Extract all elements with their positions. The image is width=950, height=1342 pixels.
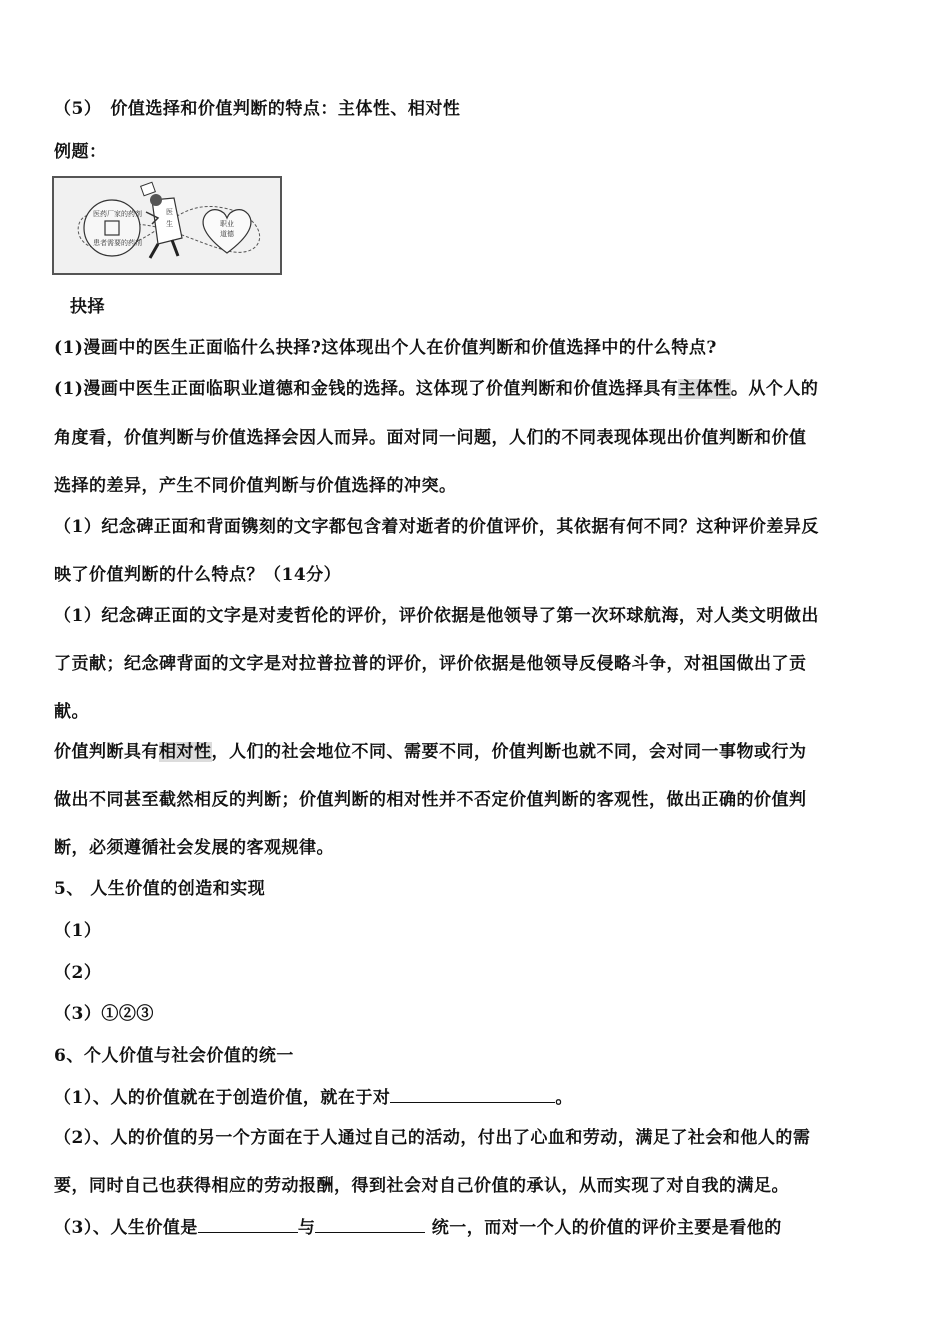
heart-label-2: 道德 bbox=[220, 230, 234, 238]
answer-1-line-1: (1)漫画中医生正面临职业道德和金钱的选择。这体现了价值判断和价值选择具有主体性。从个人的 bbox=[54, 379, 819, 399]
section-6-item-1: （1）、人的价值就在于创造价值，就在于对 。 bbox=[54, 1088, 573, 1108]
coin-bottom-text: 患者需要的药剂 bbox=[93, 239, 142, 247]
section-5b-item-1: （1） bbox=[54, 921, 102, 941]
relativity-line-2: 做出不同甚至截然相反的判断；价值判断的相对性并不否定价值判断的客观性，做出正确的价值判 bbox=[54, 790, 807, 810]
coin-top-text: 医药厂家的药剂 bbox=[93, 210, 142, 218]
question-1: (1)漫画中的医生正面临什么抉择?这体现出个人在价值判断和价值选择中的什么特点? bbox=[54, 338, 717, 358]
answer-2-line-3: 献。 bbox=[54, 702, 89, 722]
section-6-item-2-line-2: 要，同时自己也获得相应的劳动报酬，得到社会对自己价值的承认，从而实现了对自我的满足。 bbox=[54, 1176, 789, 1196]
section-5b-title: 5、 人生价值的创造和实现 bbox=[54, 879, 266, 899]
fill-blank-1[interactable] bbox=[390, 1086, 555, 1103]
answer-1-line-2: 角度看，价值判断与价值选择会因人而异。面对同一问题，人们的不同表现体现出价值判断和价值 bbox=[54, 428, 807, 448]
section-5-title: （5） 价值选择和价值判断的特点：主体性、相对性 bbox=[54, 99, 461, 119]
fill-blank-2[interactable] bbox=[198, 1216, 298, 1233]
coin-shape bbox=[84, 200, 140, 256]
section-5b-item-2: （2） bbox=[54, 963, 102, 983]
figure-caption: 抉择 bbox=[70, 297, 105, 317]
highlight-relativity: 相对性 bbox=[159, 742, 212, 762]
doctor-figure bbox=[141, 182, 182, 258]
relativity-line-3: 断，必须遵循社会发展的客观规律。 bbox=[54, 838, 334, 858]
doctor-label-2: 生 bbox=[166, 220, 173, 228]
answer-2-line-2: 了贡献；纪念碑背面的文字是对拉普拉普的评价，评价依据是他领导反侵略斗争，对祖国做出了贡 bbox=[54, 654, 807, 674]
heart-label-1: 职业 bbox=[220, 220, 234, 228]
section-5b-item-3: （3）①②③ bbox=[54, 1004, 154, 1024]
answer-2-line-1: （1）纪念碑正面的文字是对麦哲伦的评价，评价依据是他领导了第一次环球航海，对人类文明做出 bbox=[54, 606, 819, 626]
answer-1-line-3: 选择的差异，产生不同价值判断与价值选择的冲突。 bbox=[54, 476, 457, 496]
doctor-label-1: 医 bbox=[166, 208, 173, 216]
fill-blank-3[interactable] bbox=[315, 1216, 425, 1233]
relativity-line-1: 价值判断具有相对性，人们的社会地位不同、需要不同，价值判断也就不同，会对同一事物或行为 bbox=[54, 742, 807, 762]
question-2-line-1: （1）纪念碑正面和背面镌刻的文字都包含着对逝者的价值评价，其依据有何不同？这种评价差异反 bbox=[54, 517, 819, 537]
example-label: 例题： bbox=[54, 142, 107, 162]
question-2-line-2: 映了价值判断的什么特点？（14分） bbox=[54, 565, 342, 585]
section-6-item-2-line-1: （2）、人的价值的另一个方面在于人通过自己的活动，付出了心血和劳动，满足了社会和他人的需 bbox=[54, 1128, 811, 1148]
highlight-subjectivity: 主体性 bbox=[678, 379, 731, 399]
section-6-title: 6、个人价值与社会价值的统一 bbox=[54, 1046, 294, 1066]
section-6-item-3: （3）、人生价值是 与 统一，而对一个人的价值的评价主要是看他的 bbox=[54, 1218, 782, 1238]
cartoon-figure bbox=[52, 176, 282, 275]
